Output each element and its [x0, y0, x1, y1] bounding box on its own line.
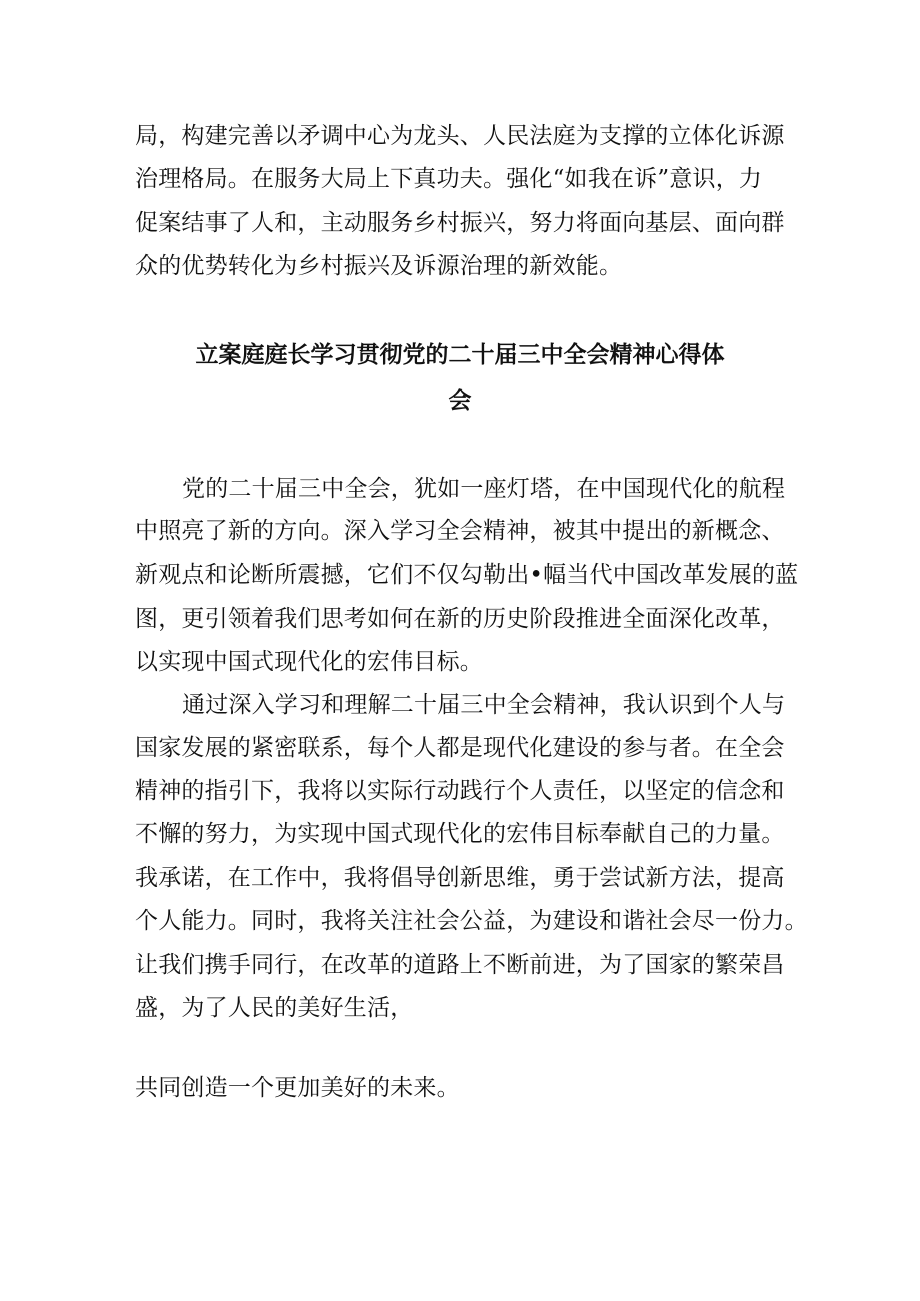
- title-line: 会: [448, 388, 472, 414]
- text-line: 通过深入学习和理解二十届三中全会精神，我认识到个人与: [182, 692, 786, 718]
- text-line: 局，构建完善以矛调中心为龙头、人民法庭为支撑的立体化诉源: [135, 123, 785, 149]
- text-line: 不懈的努力，为实现中国式现代化的宏伟目标奉献自己的力量。: [135, 821, 785, 847]
- text-line: 国家发展的紧密联系，每个人都是现代化建设的参与者。在全会: [135, 735, 785, 761]
- text-line: 精神的指引下，我将以实际行动践行个人责任，以坚定的信念和: [135, 778, 785, 804]
- text-line: 盛，为了人民的美好生活，: [135, 995, 414, 1021]
- text-line: 众的优势转化为乡村振兴及诉源治理的新效能。: [135, 253, 623, 279]
- title-line: 立案庭庭长学习贯彻党的二十届三中全会精神心得体: [195, 342, 725, 368]
- text-line: 个人能力。同时，我将关注社会公益，为建设和谐社会尽一份力。: [135, 908, 808, 934]
- text-line: 治理格局。在服务大局上下真功夫。强化“如我在诉”意识，力: [135, 166, 763, 192]
- text-line: 我承诺，在工作中，我将倡导创新思维，勇于尝试新方法，提高: [135, 865, 785, 891]
- text-line: 党的二十届三中全会，犹如一座灯塔，在中国现代化的航程: [182, 476, 786, 502]
- text-line: 中照亮了新的方向。深入学习全会精神，被其中提出的新概念、: [135, 518, 785, 544]
- closing-line: 共同创造一个更加美好的未来。: [135, 1075, 460, 1101]
- text-line: 让我们携手同行，在改革的道路上不断前进，为了国家的繁荣昌: [135, 952, 785, 978]
- text-line: 促案结事了人和，主动服务乡村振兴，努力将面向基层、面向群: [135, 210, 785, 236]
- text-line: 新观点和论断所震撼，它们不仅勾勒出•幅当代中国改革发展的蓝: [135, 562, 799, 588]
- text-line: 图，更引领着我们思考如何在新的历史阶段推进全面深化改革，: [135, 606, 785, 632]
- text-line: 以实现中国式现代化的宏伟目标。: [135, 649, 483, 675]
